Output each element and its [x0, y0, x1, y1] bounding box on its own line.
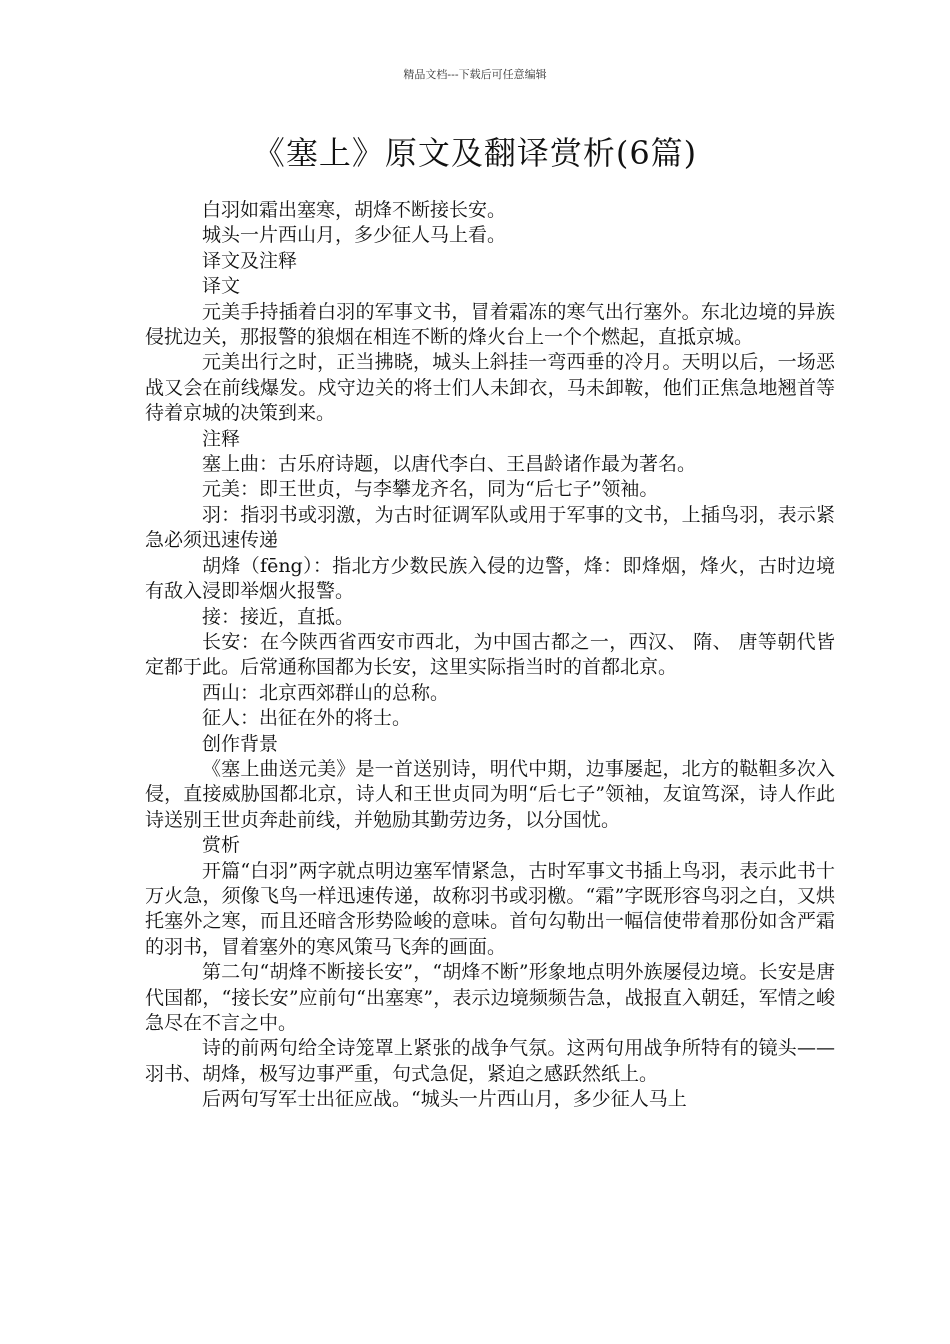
paragraph: 接：接近，直抵。	[202, 605, 355, 628]
poem-line: 白羽如霜出塞寒，胡烽不断接长安。	[202, 199, 507, 221]
paragraph: 第二句“胡烽不断接长安”，“胡烽不断”形象地点明外族屡侵边境。长安是唐代国都，“接长安”应前句“出塞寒”，表示边境频频告急，战报直入朝廷，军情之峻急尽在不言之中。	[145, 961, 835, 1034]
section-heading: 创作背景	[202, 732, 279, 755]
paragraph: 羽：指羽书或羽激，为古时征调军队或用于军事的文书，上插鸟羽，表示紧急必须迅速传递	[145, 503, 835, 552]
section-heading: 赏析	[202, 834, 241, 857]
paragraph: 开篇“白羽”两字就点明边塞军情紧急，古时军事文书插上鸟羽，表示此书十万火急，须像飞鸟一样迅速传递，故称羽书或羽檄。“霜”字既形容鸟羽之白，又烘托塞外之寒，而且还暗含形势险峻的意味。首句勾勒出一幅信使带着那份如含严霜的羽书，冒着塞外的寒风策马飞奔的画面。	[145, 859, 835, 958]
paragraph: 征人：出征在外的将士。	[202, 707, 412, 730]
paragraph: 《塞上曲送元美》是一首送别诗，明代中期，边事屡起，北方的鞑靼多次入侵，直接威胁国都北京，诗人和王世贞同为明“后七子”领袖，友谊笃深，诗人作此诗送别王世贞奔赴前线，并勉励其勤劳边务，以分国忧。	[145, 757, 835, 831]
paragraph: 后两句写军士出征应战。“城头一片西山月，多少征人马上	[202, 1088, 687, 1111]
paragraph: 元美：即王世贞，与李攀龙齐名，同为“后七子”领袖。	[202, 478, 659, 501]
paragraph: 长安：在今陕西省西安市西北，为中国古都之一，西汉、 隋、 唐等朝代皆定都于此。后常通称国都为长安，这里实际指当时的首都北京。	[145, 630, 835, 679]
document-body	[145, 198, 835, 1113]
section-heading: 注释	[202, 427, 241, 450]
section-heading: 译文及注释	[202, 249, 298, 272]
section-heading: 译文	[202, 275, 241, 298]
paragraph: 西山：北京西郊群山的总称。	[202, 681, 450, 704]
paragraph: 诗的前两句给全诗笼罩上紧张的战争气氛。这两句用战争所特有的镜头——羽书、胡烽，极写边事严重，句式急促，紧迫之感跃然纸上。	[145, 1037, 835, 1085]
header-note: 精品文档---下载后可任意编辑	[403, 68, 547, 81]
page-title: 《塞上》原文及翻译赏析(6篇)	[252, 134, 698, 172]
paragraph: 胡烽（fēng）：指北方少数民族入侵的边警，烽：即烽烟，烽火，古时边境有敌入浸即举烟火报警。	[145, 554, 835, 603]
paragraph: 元美出行之时，正当拂晓，城头上斜挂一弯西垂的冷月。天明以后，一场恶战又会在前线爆发。戍守边关的将士们人未卸衣，马未卸鞍，他们正焦急地翘首等待着京城的决策到来。	[145, 351, 835, 425]
poem-line: 城头一片西山月，多少征人马上看。	[202, 224, 507, 247]
paragraph: 元美手持插着白羽的军事文书，冒着霜冻的寒气出行塞外。东北边境的异族侵扰边关，那报警的狼烟在相连不断的烽火台上一个个燃起，直抵京城。	[145, 300, 835, 349]
paragraph: 塞上曲：古乐府诗题，以唐代李白、王昌龄诸作最为著名。	[202, 453, 697, 476]
